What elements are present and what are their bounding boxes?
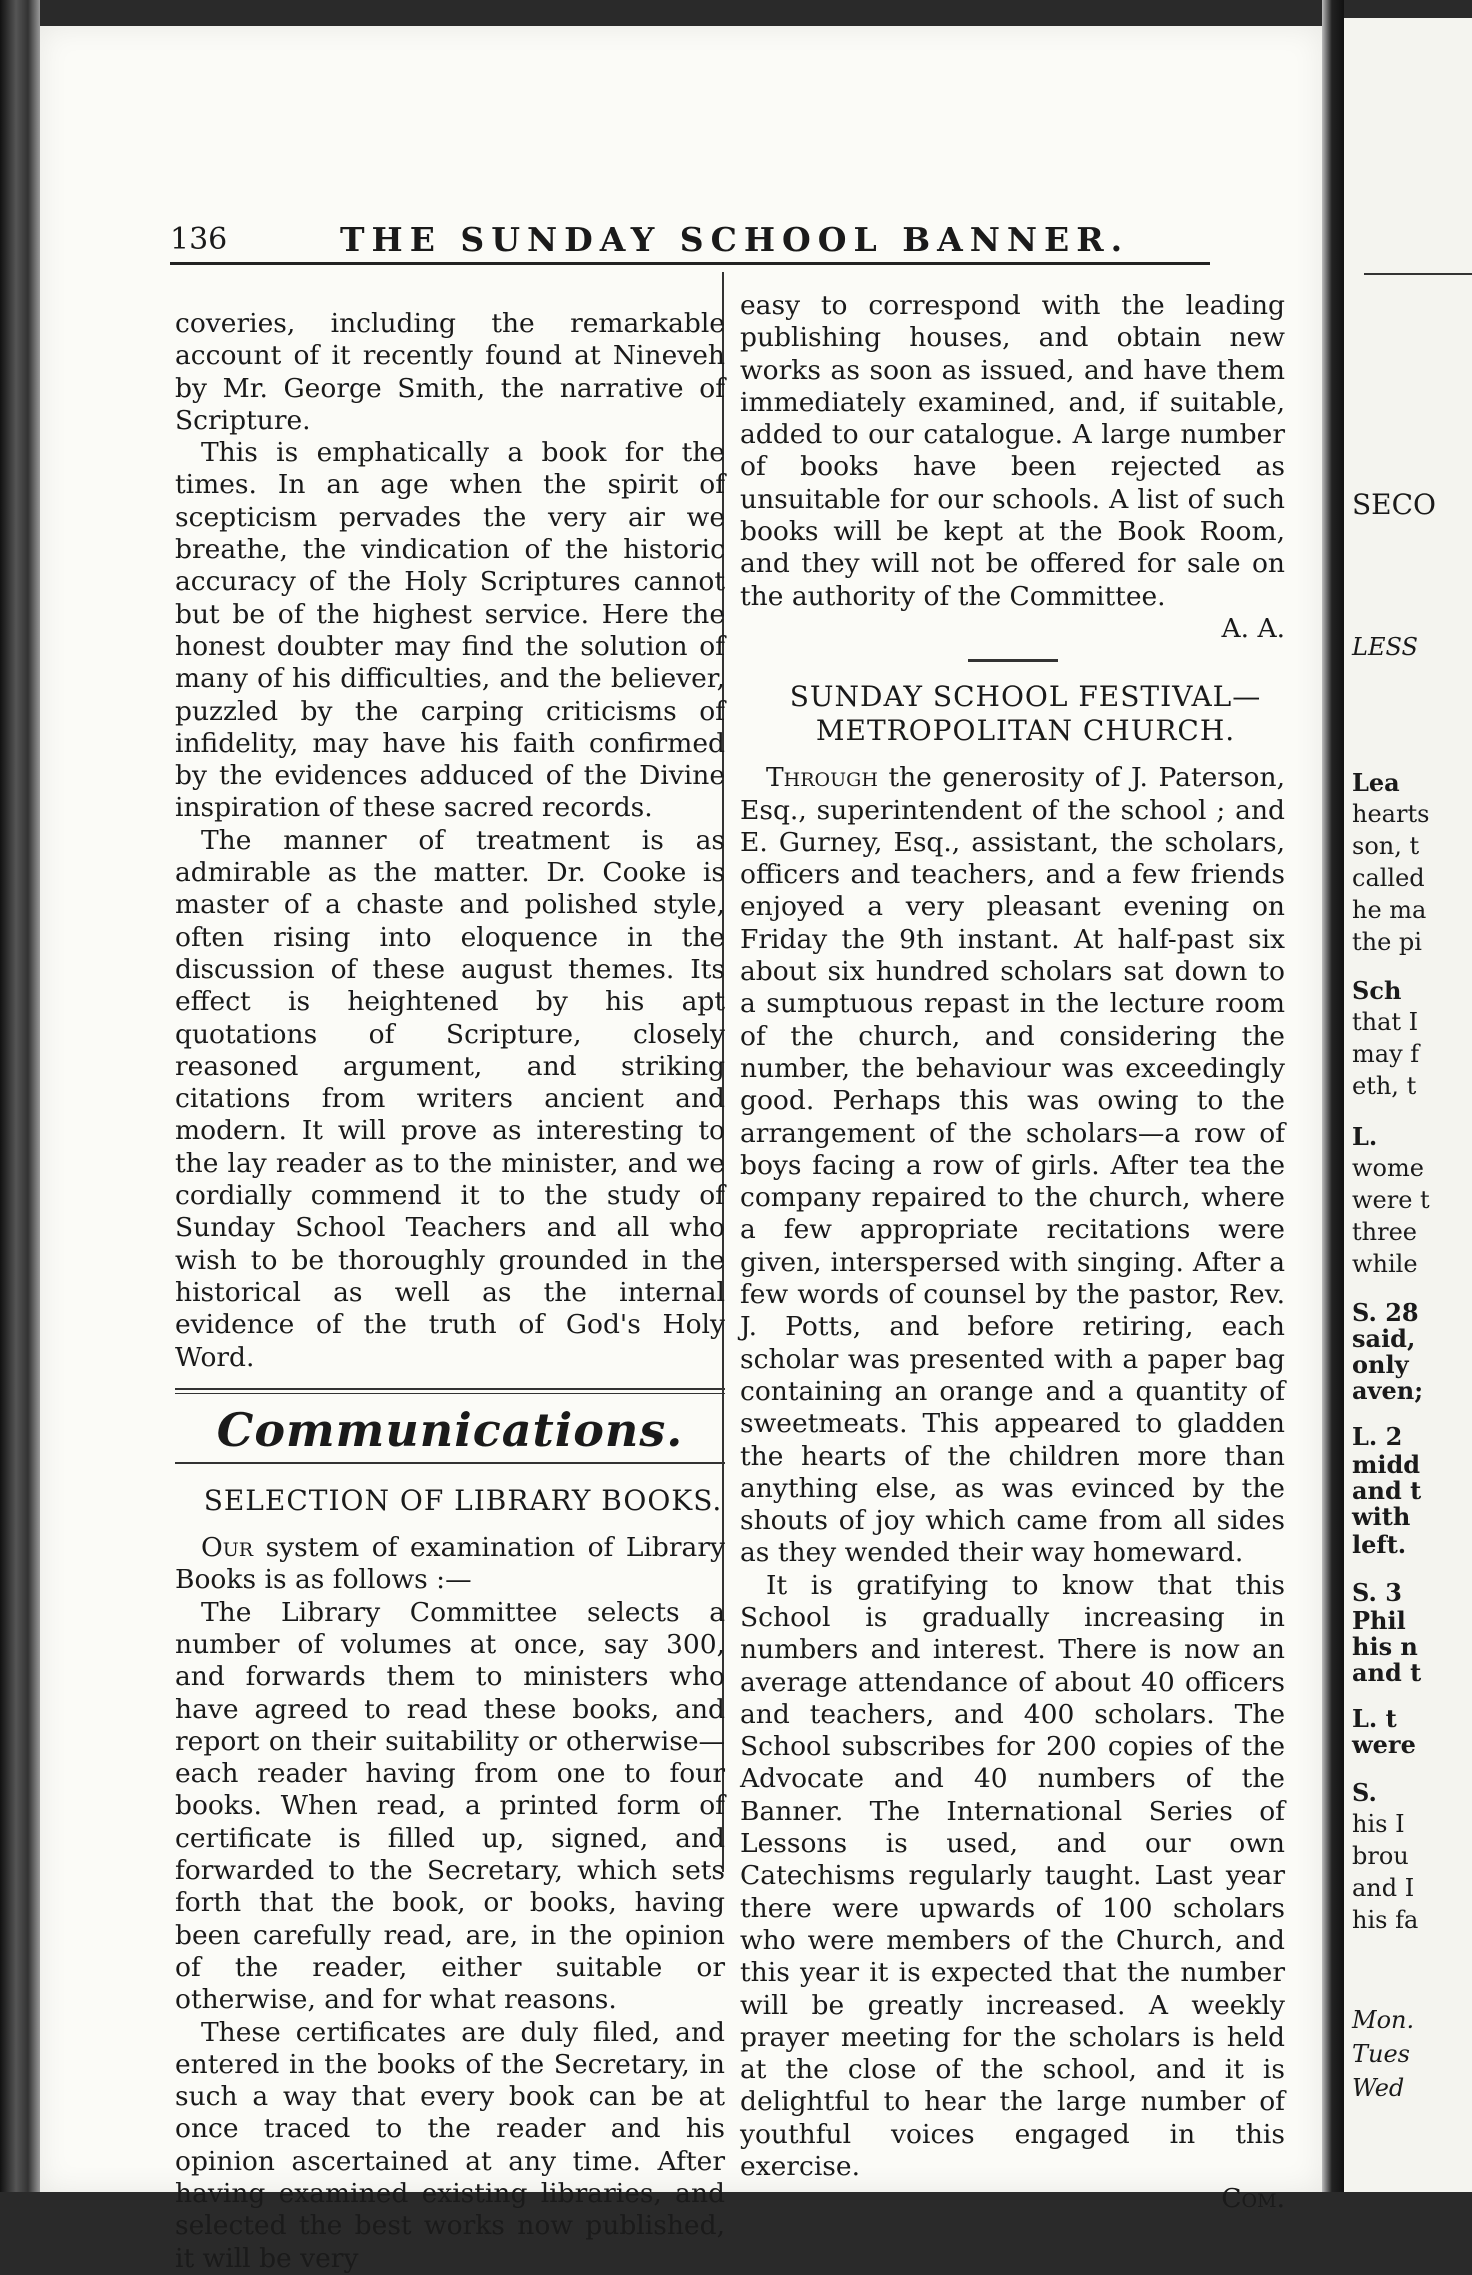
signature: A. A. xyxy=(1221,612,1285,644)
next-page-line: S. xyxy=(1352,1778,1377,1807)
next-page-line: brou xyxy=(1352,1842,1409,1870)
next-page-line: were t xyxy=(1352,1186,1430,1214)
signature: Com. xyxy=(1221,2183,1285,2215)
book-gutter xyxy=(1322,0,1344,2192)
page-header xyxy=(130,210,1210,270)
next-page-line: Phil xyxy=(1352,1606,1406,1635)
paragraph xyxy=(175,1532,725,1597)
paragraph xyxy=(740,762,1285,1569)
next-page-line: and t xyxy=(1352,1658,1422,1687)
next-page-line: Tues xyxy=(1352,2040,1410,2068)
next-page-line: the pi xyxy=(1352,928,1422,956)
signature-line xyxy=(740,613,1285,645)
next-page-line: that I xyxy=(1352,1008,1419,1036)
paragraph: It is gratifying to know that this School is gradually increasing in numbers and interest. There is now an average attendance of about 40 officers and teachers, and 400 scholars. The School subscribes for 200 copies of the Advocate and 40 numbers of the Banner. The International Series of Lessons is used, and our own Catechisms regularly taught. Last year there were upwards of 100 scholars who were members of the Church, and this year it is expected that the number will be greatly increased. A weekly prayer meeting for the scholars is held at the close of the school, and it is delightful to hear the large number of youthful voices engaged in this exercise. xyxy=(740,1569,1285,2183)
lead-word: Our xyxy=(201,1532,254,1564)
paragraph-text: system of examination of Library Books is as follows :— xyxy=(175,1532,725,1596)
next-page-line: and t xyxy=(1352,1476,1422,1505)
next-page-fragment xyxy=(1344,18,1472,2192)
next-page-line: his fa xyxy=(1352,1906,1419,1934)
next-page-line: hearts xyxy=(1352,800,1430,828)
article-divider xyxy=(968,659,1058,662)
next-page-line: L. 2 xyxy=(1352,1422,1403,1451)
header-rule xyxy=(170,262,1210,265)
next-page-line: S. 28 xyxy=(1352,1298,1419,1327)
next-page-line: L. t xyxy=(1352,1704,1397,1733)
section-divider xyxy=(175,1462,725,1464)
next-page-line: were xyxy=(1352,1730,1416,1759)
section-divider xyxy=(175,1388,725,1394)
next-page-line: SECO xyxy=(1352,488,1436,521)
next-page-line: called xyxy=(1352,864,1425,892)
next-page-line: Wed xyxy=(1352,2074,1405,2102)
next-page-line: L. xyxy=(1352,1122,1378,1151)
next-page-line: wome xyxy=(1352,1154,1424,1182)
article-title-line-2: METROPOLITAN CHURCH. xyxy=(815,714,1236,748)
next-page-line: son, t xyxy=(1352,832,1420,860)
next-page-line: midd xyxy=(1352,1450,1421,1479)
next-page-line: LESS xyxy=(1352,633,1418,661)
next-page-line: Sch xyxy=(1352,976,1402,1005)
next-page-line: eth, t xyxy=(1352,1072,1417,1100)
next-page-rule xyxy=(1364,273,1472,275)
next-page-line: and I xyxy=(1352,1874,1415,1902)
next-page-line: said, xyxy=(1352,1324,1416,1353)
lead-word: Through xyxy=(766,762,878,794)
running-head: THE SUNDAY SCHOOL BANNER. xyxy=(340,220,1130,259)
next-page-line: Mon. xyxy=(1352,2006,1415,2034)
paragraph: The manner of treatment is as admirable as the matter. Dr. Cooke is master of a chaste and polished style, often rising into eloquence in the discussion of these august themes. Its effect is heightened by his apt quotations of Scripture, closely reasoned argument, and striking citations from writers ancient and modern. It will prove as interesting to the lay reader as to the minister, and we cordially commend it to the study of Sunday School Teachers and all who wish to be thoroughly grounded in the historical as well as the internal evidence of the truth of God's Holy Word. xyxy=(175,824,725,1373)
paragraph: The Library Committee selects a number of volumes at once, say 300, and forwards them to ministers who have agreed to read these books, and report on their suitability or otherwise—each reader having from one to four books. When read, a printed form of certificate is filled up, signed, and forwarded to the Secretary, which sets forth that the book, or books, having been carefully read, are, in the opinion of the reader, either suitable or otherwise, and for what reasons. xyxy=(175,1596,725,2016)
next-page-line: S. 3 xyxy=(1352,1578,1402,1607)
next-page-line: while xyxy=(1352,1250,1418,1278)
next-page-line: he ma xyxy=(1352,896,1427,924)
signature-line xyxy=(740,2183,1285,2215)
book-binding-edge xyxy=(0,0,40,2192)
paragraph: coveries, including the remarkable account of it recently found at Nineveh by Mr. George Smith, the narrative of Scripture. xyxy=(175,308,725,436)
next-page-line: his I xyxy=(1352,1810,1405,1838)
section-title: Communications. xyxy=(216,1402,684,1457)
next-page-line: Lea xyxy=(1352,768,1400,797)
right-column xyxy=(740,290,1285,2216)
page-number: 136 xyxy=(170,222,228,257)
paragraph: These certificates are duly filed, and entered in the books of the Secretary, in such a way that every book can be at once traced to the reader and his opinion ascertained at any time. After having examined existing libraries, and selected the best works now published, it will be very xyxy=(175,2016,725,2274)
next-page-line: aven; xyxy=(1352,1376,1424,1405)
paragraph: easy to correspond with the leading publishing houses, and obtain new works as soon as issued, and have them immediately examined, and, if suitable, added to our catalogue. A large number of books have been rejected as unsuitable for our schools. A list of such books will be kept at the Book Room, and they will not be offered for sale on the authority of the Committee. xyxy=(740,290,1285,612)
left-column xyxy=(175,308,725,2275)
next-page-line: left. xyxy=(1352,1530,1407,1559)
next-page-line: only xyxy=(1352,1350,1409,1379)
next-page-line: may f xyxy=(1352,1040,1420,1068)
paragraph-text: the generosity of J. Paterson, Esq., superintendent of the school ; and E. Gurney, Esq., assistant, the scholars, officers and teachers, and a few friends enjoyed a very pleasant evening on Friday the 9th instant. At half-past six about six hundred scholars sat down to a sumptuous repast in the lecture room of the church, and considering the number, the behaviour was exceedingly good. Perhaps this was owing to the arrangement of the scholars—a row of boys facing a row of girls. After tea the company repaired to the church, where a few appropriate recitations were given, interspersed with singing. After a few words of counsel by the pastor, Rev. J. Potts, and before retiring, each scholar was presented with a paper bag containing an orange and a quantity of sweetmeats. This appeared to gladden the hearts of the children more than anything else, as was evinced by the shouts of joy which came from all sides as they wended their way homeward. xyxy=(740,762,1285,1569)
paragraph: This is emphatically a book for the times. In an age when the spirit of scepticism pervades the very air we breathe, the vindication of the historic accuracy of the Holy Scriptures cannot but be of the highest service. Here the honest doubter may find the solution of many of his difficulties, and the believer, puzzled by the carping criticisms of infidelity, may have his faith confirmed by the evidences adduced of the Divine inspiration of these sacred records. xyxy=(175,437,725,824)
article-title: SELECTION OF LIBRARY BOOKS. xyxy=(203,1484,723,1518)
next-page-line: three xyxy=(1352,1218,1417,1246)
next-page-line: with xyxy=(1352,1502,1411,1531)
next-page-line: his n xyxy=(1352,1632,1418,1661)
article-title-line-1: SUNDAY SCHOOL FESTIVAL— xyxy=(789,680,1262,714)
